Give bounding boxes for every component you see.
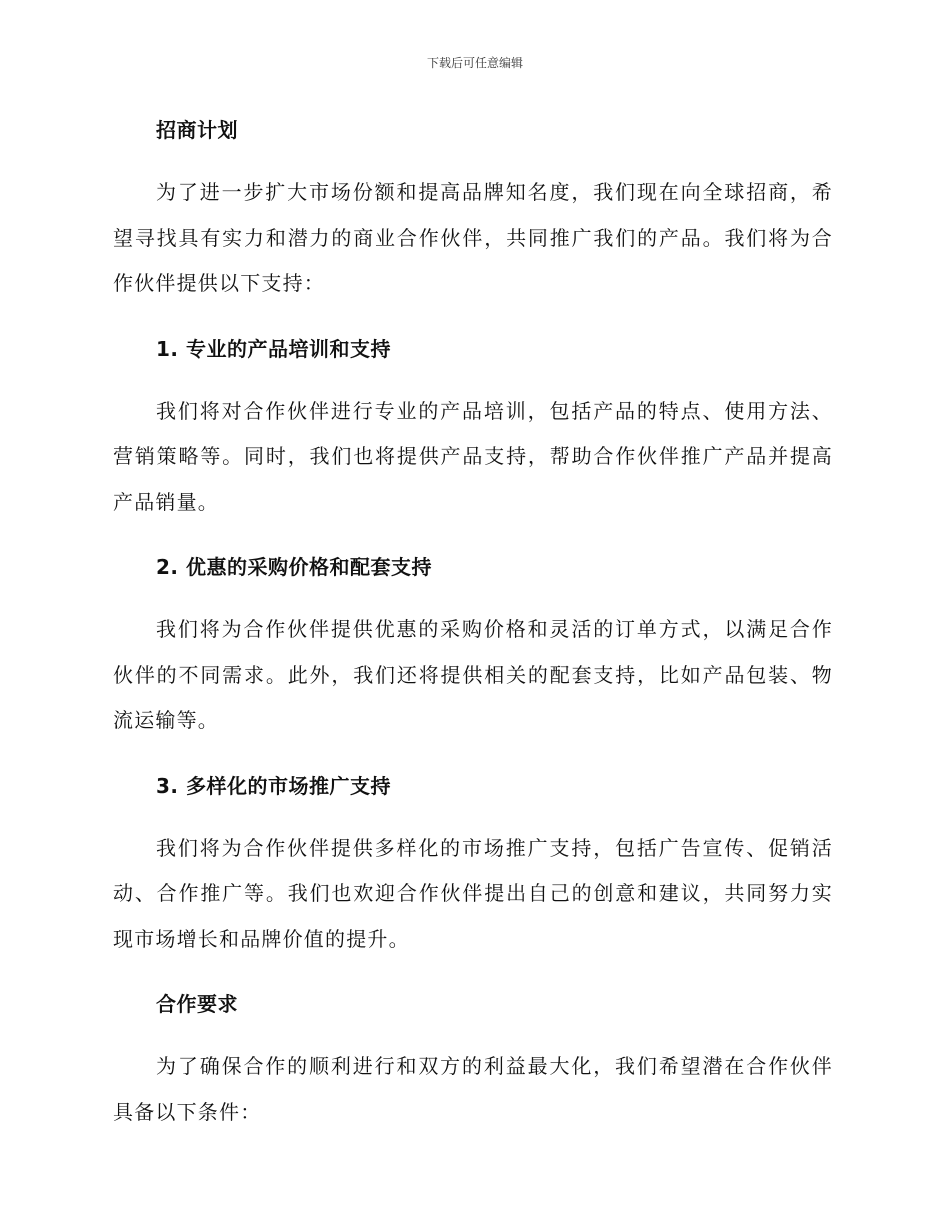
section-paragraph: 为了进一步扩大市场份额和提高品牌知名度，我们现在向全球招商，希望寻找具有实力和潜力的商业合作伙伴，共同推广我们的产品。我们将为合作伙伴提供以下支持： [113,180,833,295]
section-heading: 1. 专业的产品培训和支持 [156,336,391,361]
section-product-training [113,331,833,526]
section-heading: 合作要求 [156,992,238,1016]
section-paragraph: 为了确保合作的顺利进行和双方的利益最大化，我们希望潜在合作伙伴具备以下条件： [113,1054,833,1124]
section-paragraph: 我们将对合作伙伴进行专业的产品培训，包括产品的特点、使用方法、营销策略等。同时，我们也将提供产品支持，帮助合作伙伴推广产品并提高产品销量。 [113,398,833,514]
section-paragraph: 我们将为合作伙伴提供多样化的市场推广支持，包括广告宣传、促销活动、合作推广等。我们也欢迎合作伙伴提出自己的创意和建议，共同努力实现市场增长和品牌价值的提升。 [113,835,833,951]
section-heading: 2. 优惠的采购价格和配套支持 [156,555,432,579]
page-header: 下载后可任意编辑 [426,56,523,70]
section-heading: 3. 多样化的市场推广支持 [156,773,391,798]
document-body [113,112,833,1135]
section-cooperation-requirements [113,986,833,1135]
section-investment-plan [113,112,833,307]
section-purchase-pricing [113,549,833,744]
section-paragraph: 我们将为合作伙伴提供优惠的采购价格和灵活的订单方式，以满足合作伙伴的不同需求。此外，我们还将提供相关的配套支持，比如产品包装、物流运输等。 [113,617,833,732]
section-heading: 招商计划 [156,118,238,142]
section-marketing-support [113,768,833,963]
